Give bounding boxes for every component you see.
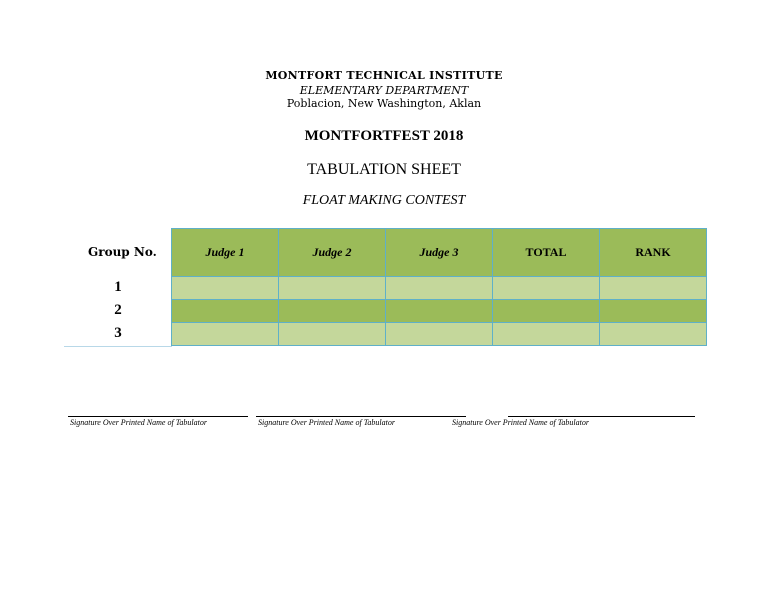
department-name: ELEMENTARY DEPARTMENT bbox=[299, 84, 469, 97]
total-cell[interactable] bbox=[493, 323, 600, 346]
rank-cell[interactable] bbox=[600, 300, 707, 323]
score-cell[interactable] bbox=[279, 323, 386, 346]
total-cell[interactable] bbox=[493, 277, 600, 300]
score-cell[interactable] bbox=[172, 277, 279, 300]
table-header-row bbox=[172, 229, 707, 277]
signature-line-1 bbox=[68, 416, 248, 417]
score-cell[interactable] bbox=[386, 323, 493, 346]
judge-2-header: Judge 2 bbox=[279, 229, 386, 277]
table-row bbox=[172, 323, 707, 346]
total-header: TOTAL bbox=[493, 229, 600, 277]
score-cell[interactable] bbox=[279, 277, 386, 300]
rank-cell[interactable] bbox=[600, 277, 707, 300]
table-row bbox=[172, 300, 707, 323]
row-divider bbox=[64, 346, 172, 347]
group-number-1: 1 bbox=[114, 279, 122, 295]
event-title: MONTFORTFEST 2018 bbox=[304, 128, 464, 144]
sheet-title: TABULATION SHEET bbox=[307, 161, 461, 178]
signature-label-2: Signature Over Printed Name of Tabulator bbox=[258, 418, 395, 427]
rank-cell[interactable] bbox=[600, 323, 707, 346]
institution-name: MONTFORT TECHNICAL INSTITUTE bbox=[265, 69, 503, 82]
total-cell[interactable] bbox=[493, 300, 600, 323]
score-cell[interactable] bbox=[279, 300, 386, 323]
signature-line-3 bbox=[508, 416, 695, 417]
score-cell[interactable] bbox=[386, 300, 493, 323]
address: Poblacion, New Washington, Aklan bbox=[286, 97, 482, 110]
score-cell[interactable] bbox=[172, 300, 279, 323]
score-cell[interactable] bbox=[172, 323, 279, 346]
signature-line-2 bbox=[256, 416, 466, 417]
rank-header: RANK bbox=[600, 229, 707, 277]
table-row bbox=[172, 277, 707, 300]
signature-label-3: Signature Over Printed Name of Tabulator bbox=[452, 418, 589, 427]
group-number-label: Group No. bbox=[88, 245, 157, 259]
judge-1-header: Judge 1 bbox=[172, 229, 279, 277]
group-number-3: 3 bbox=[114, 325, 122, 341]
group-number-2: 2 bbox=[114, 302, 122, 318]
score-cell[interactable] bbox=[386, 277, 493, 300]
tabulation-table bbox=[171, 228, 707, 346]
contest-title: FLOAT MAKING CONTEST bbox=[302, 193, 466, 208]
judge-3-header: Judge 3 bbox=[386, 229, 493, 277]
signature-label-1: Signature Over Printed Name of Tabulator bbox=[70, 418, 207, 427]
